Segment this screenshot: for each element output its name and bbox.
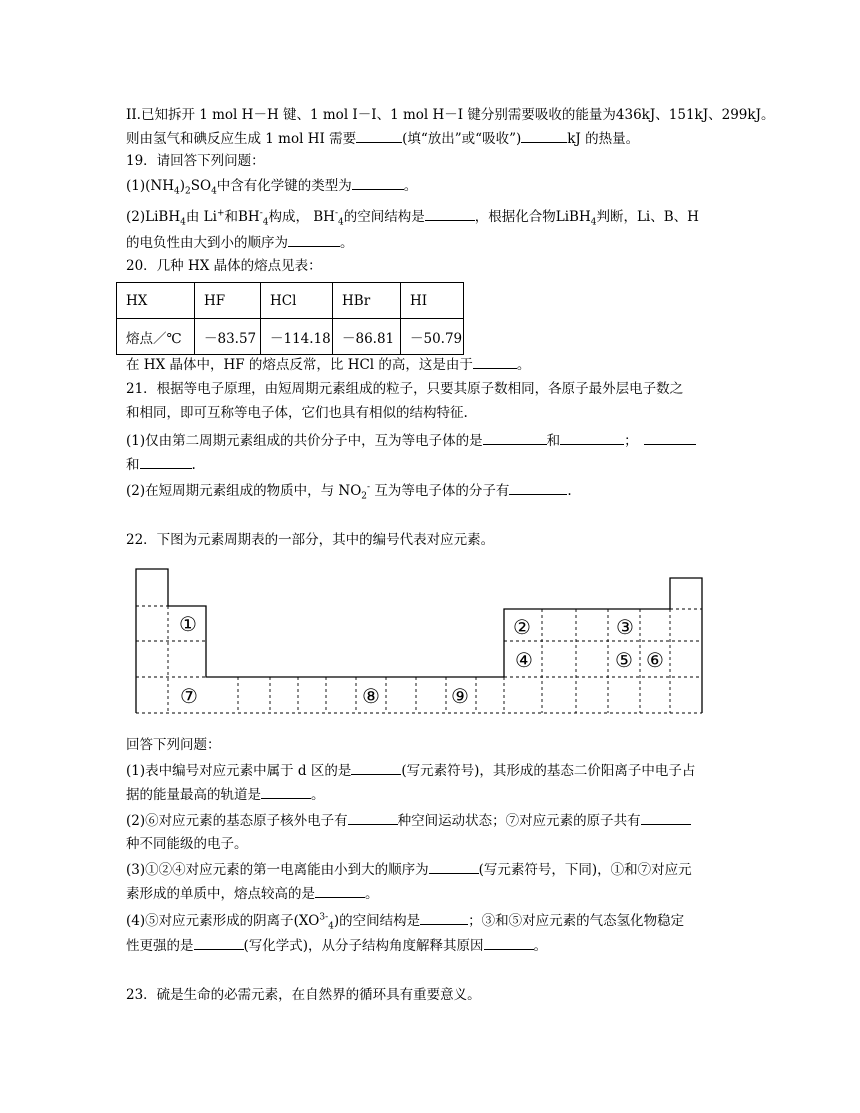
table-header-cell: HX [117,283,195,319]
q22-a2-line2: 种不同能级的电子。 [126,836,248,852]
q20-title: 20．几种 HX 晶体的熔点见表： [126,258,322,274]
q19-title: 19．请回答下列问题： [126,153,265,169]
q22-a3-line1: (3)①②④对应元素的第一电离能由小到大的顺序为 (写元素符号，下同)，①和⑦对应元 [126,859,692,880]
q22-a2-line1: (2)⑥对应元素的基态原子核外电子有 种空间运动状态；⑦对应元素的原子共有 [126,810,691,831]
answer-blank[interactable] [351,760,401,775]
q21-part2: (2)在短周期元素组成的物质中，与 $NO_2^-$ 互为等电子体的分子有 . [126,480,572,501]
answer-blank[interactable] [484,935,534,950]
table-header-cell: HF [195,283,261,319]
answer-blank[interactable] [641,810,691,825]
q21-line2: 和相同，即可互称等电子体，它们也具有相似的结构特征. [126,405,468,421]
answer-blank[interactable] [420,910,468,925]
element-label-9: ⑨ [451,684,469,708]
q19-part2-line1: (2)LiBH$_4$由 Li+和$BH^-_4$构成， $BH^-_4$的空间结构是 ，根据化合物LiBH$_4$判断，Li、B、H [126,206,699,227]
q19-part1: $(1)(NH_4)_2SO_4$中含有化学键的类型为 。 [126,175,417,196]
table-header-cell: HBr [333,283,401,319]
element-label-1: ① [179,612,197,636]
element-label-3: ③ [616,615,634,639]
answer-blank[interactable] [348,810,398,825]
table-cell: －83.57 [195,319,261,355]
table-cell: －50.79 [401,319,464,355]
element-label-7: ⑦ [180,684,198,708]
q18-line1: II.已知拆开 1 mol H－H 键、1 mol I－I、1 mol H－I 键分别需要吸收的能量为436kJ、151kJ、299kJ。 [126,107,775,123]
q23-title: 23．硫是生命的必需元素，在自然界的循环具有重要意义。 [126,987,481,1003]
element-label-5: ⑤ [615,648,633,672]
element-label-2: ② [513,615,531,639]
q18-line2: 则由氢气和碘反应生成 1 mol HI 需要 (填“放出”或“吸收”) kJ 的热量。 [126,128,639,149]
answer-blank[interactable] [194,935,244,950]
table-header-cell: HCl [261,283,333,319]
q22-title: 22．下图为元素周期表的一部分，其中的编号代表对应元素。 [126,532,495,548]
table-cell: 熔点／℃ [117,319,195,355]
q19-part2-line2: 的电负性由大到小的顺序为 。 [126,232,354,253]
q20-question: 在 HX 晶体中，HF 的熔点反常，比 HCl 的高，这是由于 。 [126,354,530,375]
element-label-4: ④ [515,648,533,672]
periodic-table-outline [136,569,702,713]
q22-a1-line2: 据的能量最高的轨道是 。 [126,784,325,805]
q21-line1: 21．根据等电子原理，由短周期元素组成的粒子，只要其原子数相同，各原子最外层电子数之 [126,381,684,397]
q21-part1-line2: 和 . [126,454,196,475]
q22-a3-line2: 素形成的单质中，熔点较高的是 。 [126,883,379,904]
answer-blank[interactable] [429,859,479,874]
table-cell: －86.81 [333,319,401,355]
answer-blank[interactable] [315,883,365,898]
answer-blank[interactable] [261,784,311,799]
table-cell: －114.18 [261,319,333,355]
element-label-6: ⑥ [646,648,664,672]
table-header-cell: HI [401,283,464,319]
q22-a4-line1: (4)⑤对应元素形成的阴离子$(XO^{3-}_4)$的空间结构是 ；③和⑤对应元素的气态氢化物稳定 [126,910,684,931]
q22-a4-line2: 性更强的是 (写化学式)，从分子结构角度解释其原因 。 [126,935,547,956]
q22-a1-line1: (1)表中编号对应元素中属于 d 区的是 (写元素符号)，其形成的基态二价阳离子中电子占 [126,760,695,781]
element-label-8: ⑧ [362,684,380,708]
q22-answer-title: 回答下列问题： [126,737,221,753]
q21-part1-line1: (1)仅由第二周期元素组成的共价分子中，互为等电子体的是 和 ； [126,430,696,451]
